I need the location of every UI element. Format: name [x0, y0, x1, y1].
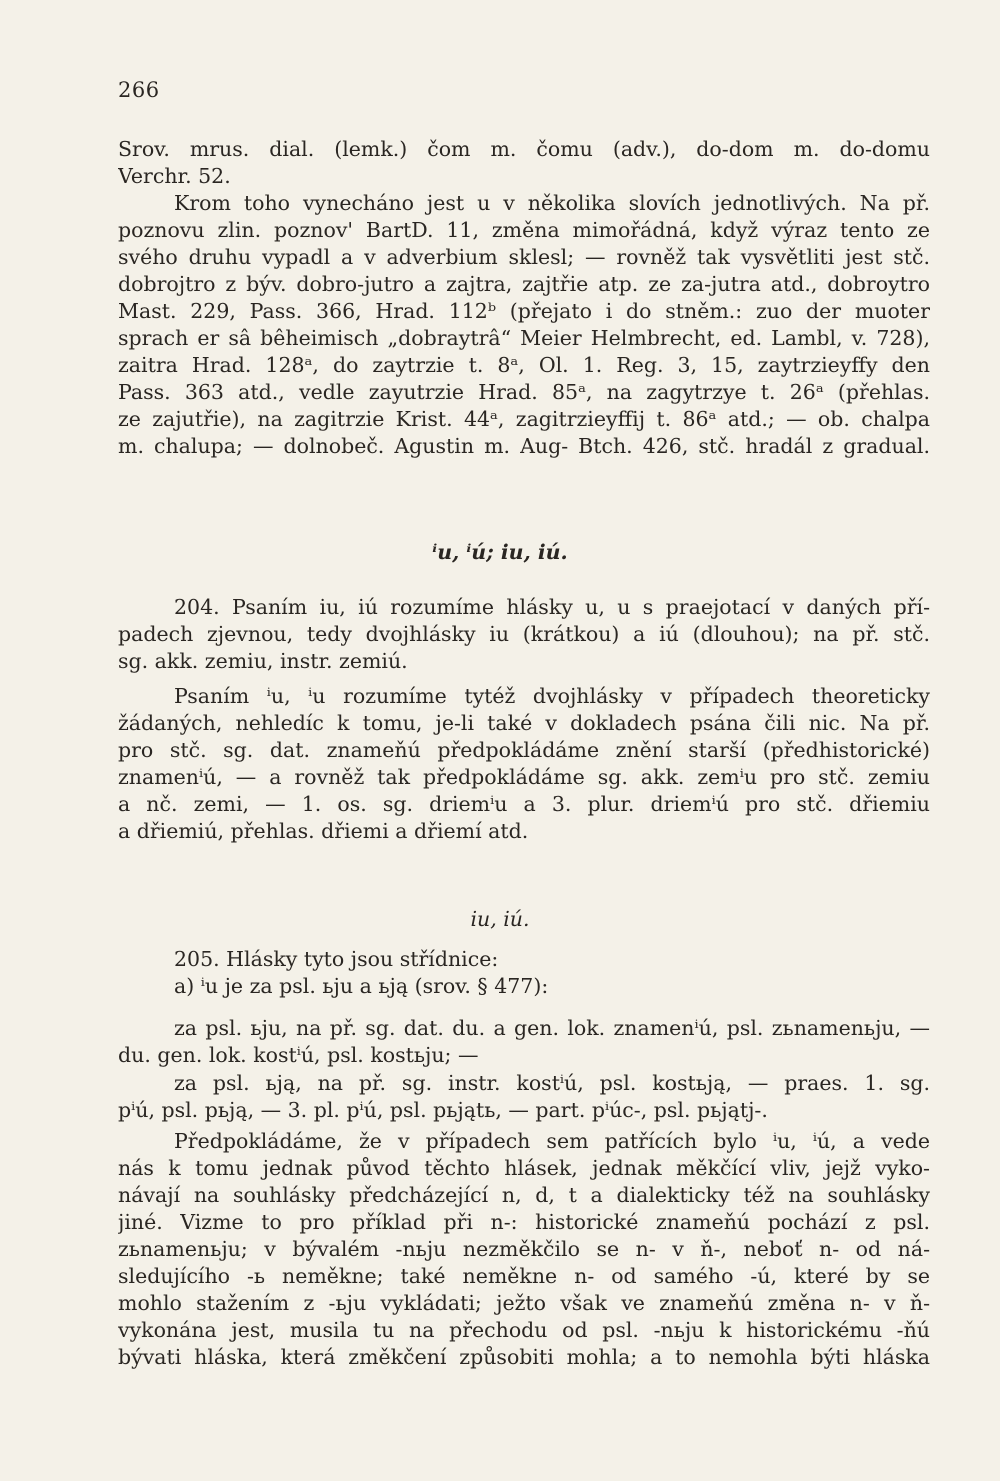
- text-line: pⁱú, psl. pьją, — 3. pl. pⁱú, psl. pьjątь, — part. pⁱúc-, psl. pьjątj-.: [118, 1098, 768, 1122]
- text-line: a nč. zemi, — 1. os. sg. driemⁱu a 3. plur. driemⁱú pro stč. dřiemiu: [118, 792, 930, 816]
- text-line: Krom toho vynecháno jest u v několika slovích jednotlivých. Na př.: [174, 191, 930, 215]
- text-line: ze zajutřie), na zagitrzie Krist. 44ᵃ, zagitrzieyffij t. 86ᵃ atd.; — ob. chalpa: [118, 407, 930, 431]
- text-line: 204. Psaním iu, iú rozumíme hlásky u, u s praejotací v daných pří-: [174, 595, 930, 619]
- text-line: zaitra Hrad. 128ᵃ, do zaytrzie t. 8ᵃ, Ol. 1. Reg. 3, 15, zaytrzieyffy den: [118, 353, 930, 377]
- text-line: a) ⁱu je za psl. ьju a ьją (srov. § 477):: [174, 974, 549, 998]
- text-line: svého druhu vypadl a v adverbium sklesl; — rovněž tak vysvětliti jest stč.: [118, 245, 930, 269]
- text-line: du. gen. lok. kostⁱú, psl. kostьju; —: [118, 1043, 479, 1067]
- text-line: jiné. Vizme to pro příklad při n-: historické znameňú pochází z psl.: [118, 1210, 930, 1234]
- page-number: 266: [118, 78, 160, 102]
- text-line: a dřiemiú, přehlas. dřiemi a dřiemí atd.: [118, 819, 529, 843]
- text-line: vykonána jest, musila tu na přechodu od psl. -nьju k historickému -ňú: [118, 1318, 930, 1342]
- text-line: znamenⁱú, — a rovněž tak předpokládáme sg. akk. zemⁱu pro stč. zemiu: [118, 765, 930, 789]
- text-line: sprach er sâ bêheimisch „dobraytrâ“ Meier Helmbrecht, ed. Lambl, v. 728),: [118, 326, 930, 350]
- section-204-paragraph-2: [118, 683, 930, 845]
- text-line: sg. akk. zemiu, instr. zemiú.: [118, 649, 408, 673]
- text-line: za psl. ьju, na př. sg. dat. du. a gen. lok. znamenⁱú, psl. zьnamenьju, —: [174, 1016, 930, 1040]
- text-line: bývati hláska, která změkčení způsobiti mohla; a to nemohla býti hláska: [118, 1345, 930, 1369]
- section-205-item-2: [118, 1070, 930, 1124]
- text-line: padech zjevnou, tedy dvojhlásky iu (krátkou) a iú (dlouhou); na př. stč.: [118, 622, 930, 646]
- text-line: Pass. 363 atd., vedle zayutrzie Hrad. 85ᵃ, na zagytrzye t. 26ᵃ (přehlas.: [118, 380, 930, 404]
- text-line: Psaním ⁱu, ⁱu rozumíme tytéž dvojhlásky v případech theoreticky: [174, 684, 930, 708]
- text-line: žádaných, nehledíc k tomu, je-li také v dokladech psána čili nic. Na př.: [118, 711, 930, 735]
- section-heading: ⁱu, ⁱú; iu, iú.: [432, 540, 568, 564]
- text-line: poznovu zlin. poznov' BartD. 11, změna mimořádná, když výraz tento ze: [118, 218, 930, 242]
- text-line: Předpokládáme, že v případech sem patřících bylo ⁱu, ⁱú, a vede: [174, 1129, 930, 1153]
- section-heading: iu, iú.: [470, 907, 530, 931]
- text-line: Mast. 229, Pass. 366, Hrad. 112ᵇ (přejato i do stněm.: zuo der muoter: [118, 299, 930, 323]
- text-line: pro stč. sg. dat. znameňú předpokládáme znění starší (předhistorické): [118, 738, 930, 762]
- text-line: nás k tomu jednak původ těchto hlásek, jednak měkčící vliv, jejž vyko-: [118, 1156, 930, 1180]
- text-line: dobrojtro z býv. dobro-jutro a zajtra, zajtřie atp. ze za-jutra atd., dobroytro: [118, 272, 930, 296]
- section-204: [118, 594, 930, 675]
- section-205-paragraph: [118, 1128, 930, 1371]
- text-line: sledujícího -ь neměkne; také neměkne n- od samého -ú, které by se: [118, 1264, 930, 1288]
- text-line: 205. Hlásky tyto jsou střídnice:: [174, 947, 499, 971]
- text-line: zьnamenьju; v bývalém -nьju nezměkčilo se n- v ň-, neboť n- od ná-: [118, 1237, 930, 1261]
- text-line: mohlo stažením z -ьju vykládati; ježto však ve znameňú změna n- v ň-: [118, 1291, 930, 1315]
- text-line: m. chalupa; — dolnobeč. Agustin m. Aug- Btch. 426, stč. hradál z gradual.: [118, 434, 930, 458]
- paragraph-srov: [118, 136, 930, 460]
- section-205: [118, 946, 930, 1000]
- text-line: návají na souhlásky předcházející n, d, t a dialekticky též na souhlásky: [118, 1183, 930, 1207]
- text-line: za psl. ьją, na př. sg. instr. kostⁱú, psl. kostьją, — praes. 1. sg.: [174, 1071, 930, 1095]
- text-line: Srov. mrus. dial. (lemk.) čom m. čomu (adv.), do-dom m. do-domu: [118, 137, 930, 161]
- section-205-item-1: [118, 1015, 930, 1069]
- text-line: Verchr. 52.: [118, 164, 231, 188]
